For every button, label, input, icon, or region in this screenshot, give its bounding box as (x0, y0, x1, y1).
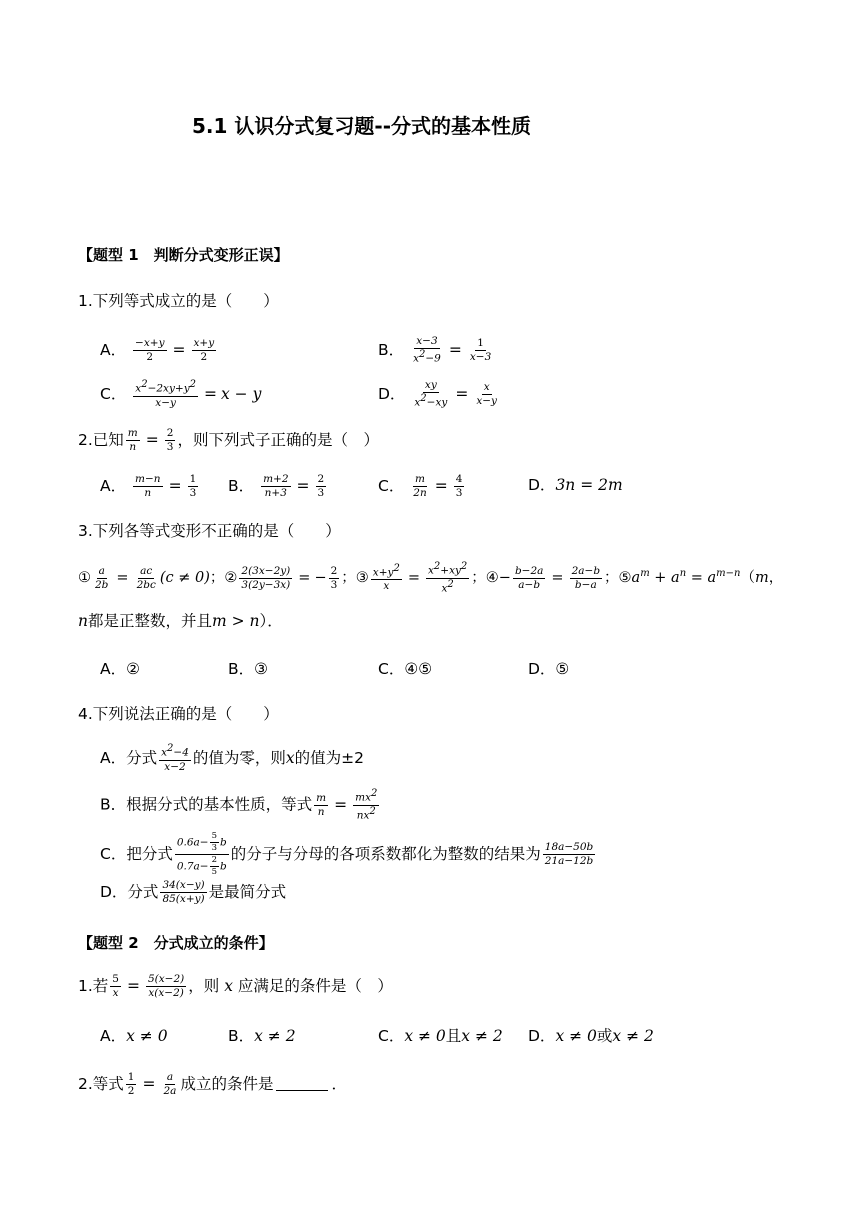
q3-statements-line2: n都是正整数，并且m > n）． (78, 612, 283, 630)
q6-stem: 2.等式 $\frac{1}{2}$ = $\frac{a}{2a}$ 成立的条件是 ． (78, 1071, 347, 1098)
q3-option-b: B．③ (228, 660, 269, 678)
q1-option-a: A． $\frac{-x+y}{2}$ = $\frac{x+y}{2}$ (100, 337, 215, 364)
q1-option-d: D． $\frac{xy}{x^2-xy}$ = $\frac{x}{x-y}$ (378, 379, 497, 409)
q4-option-c: C．把分式 0.6a− $\frac{5}{3}$ b 0.7a− $\frac{2}{5}$ b 的分子与分母的各项系数都化为整数的结果为 $\frac{18a-50b}{21a-12b}$ (100, 831, 594, 877)
q5-option-b: B．x ≠ 2 (228, 1027, 296, 1045)
q5-option-c: C．x ≠ 0且x ≠ 2 (378, 1027, 503, 1045)
q2-stem: 2.已知 $\frac{m}{n}$ = $\frac{2}{3}$ ，则下列式子正确的是（ ） (78, 427, 379, 454)
q1-stem: 1.下列等式成立的是（ ） (78, 292, 279, 310)
q4-stem: 4.下列说法正确的是（ ） (78, 705, 279, 723)
q3-option-a: A．② (100, 660, 140, 678)
section-heading-1: 【题型 1 判断分式变形正误】 (78, 246, 289, 264)
q4-option-d: D．分式 $\frac{34(x-y)}{85(x+y)}$ 是最简分式 (100, 879, 287, 906)
q4-option-b: B．根据分式的基本性质，等式 $\frac{m}{n}$ = $\frac{mx^2}{nx^2}$ (100, 788, 378, 822)
q2-option-d: D．3n = 2m (528, 476, 623, 494)
page-title: 5.1 认识分式复习题--分式的基本性质 (192, 114, 531, 138)
q1-option-b: B． $\frac{x-3}{x^2-9}$ = $\frac{1}{x-3}$ (378, 335, 492, 365)
q5-option-a: A．x ≠ 0 (100, 1027, 168, 1045)
section-heading-2: 【题型 2 分式成立的条件】 (78, 934, 274, 952)
q2-option-a: A． $\frac{m-n}{n}$ = $\frac{1}{3}$ (100, 473, 197, 500)
q5-stem: 1.若 $\frac{5}{x}$ = $\frac{5(x-2)}{x(x-2)}$ ，则 x 应满足的条件是（ ） (78, 973, 393, 1000)
q1-option-c: C． $\frac{x^2-2xy+y^2}{x-y}$ = x − y (100, 379, 262, 409)
q3-option-d: D．⑤ (528, 660, 570, 678)
q3-statements: ① $\frac{a}{2b}$ = $\frac{ac}{2bc}$ (c ≠ 0)；② $\frac{2(3x-2y)}{3(2y-3x)}$ = − $\frac{2}{3}$ ；③ $\frac{x+y^2}{x}$ = $\frac{x^2+xy^2}{x^2}$ ；④− $\frac{b-2a}{a-b}$ = $\frac{2a-b}{b-a}$ ；$⑤a^m + a^n = a^{m-n}(m$， (78, 561, 784, 595)
q5-option-d: D．x ≠ 0或x ≠ 2 (528, 1027, 654, 1045)
q4-option-a: A．分式 $\frac{x^2-4}{x-2}$ 的值为零，则x的值为±2 (100, 743, 365, 773)
q2-option-c: C． $\frac{m}{2n}$ = $\frac{4}{3}$ (378, 473, 463, 500)
q2-option-b: B． $\frac{m+2}{n+3}$ = $\frac{2}{3}$ (228, 473, 325, 500)
q3-option-c: C．④⑤ (378, 660, 433, 678)
answer-blank[interactable] (276, 1076, 328, 1091)
q3-stem: 3.下列各等式变形不正确的是（ ） (78, 522, 341, 540)
